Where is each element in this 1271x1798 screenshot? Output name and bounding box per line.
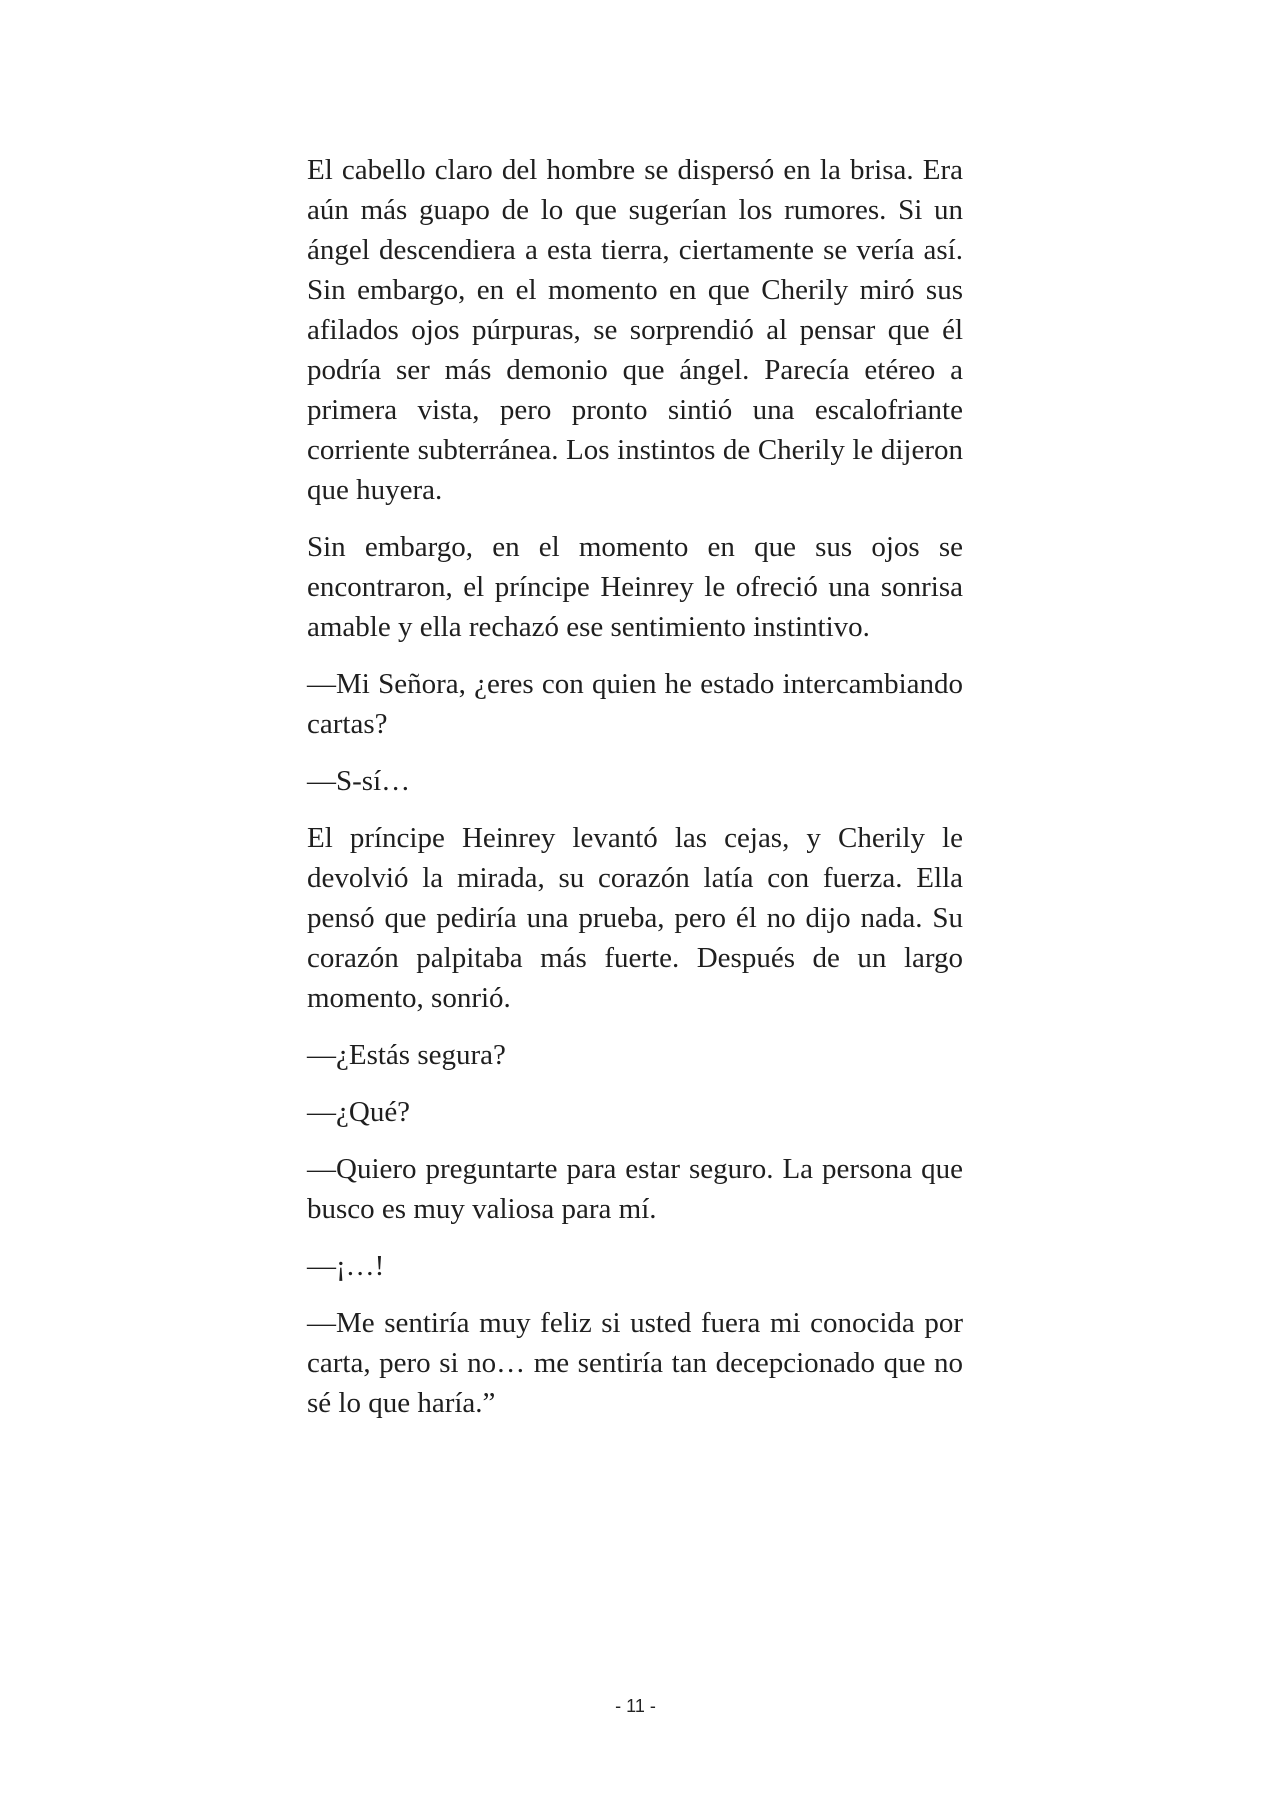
dialogue-line-5: —Quiero preguntarte para estar seguro. La persona que busco es muy valiosa para mí.: [307, 1153, 963, 1225]
dialogue-line-3: —¿Estás segura?: [307, 1039, 506, 1071]
paragraph-narration-3: El príncipe Heinrey levantó las cejas, y Cherily le devolvió la mirada, su corazón latía con fuerza. Ella pensó que pediría una prueba, pero él no dijo nada. Su corazón palpitaba más fuerte. Después de un largo momento, sonrió.: [307, 822, 963, 1014]
dialogue-line-7: —Me sentiría muy feliz si usted fuera mi conocida por carta, pero si no… me sentiría tan decepcionado que no sé lo que haría.”: [307, 1307, 963, 1419]
body-text: [307, 150, 963, 1440]
page-number: - 11 -: [615, 1696, 656, 1716]
paragraph-narration-1: El cabello claro del hombre se dispersó en la brisa. Era aún más guapo de lo que sugerían los rumores. Si un ángel descendiera a esta tierra, ciertamente se vería así. Sin embargo, en el momento en que Cherily miró sus afilados ojos púrpuras, se sorprendió al pensar que él podría ser más demonio que ángel. Parecía etéreo a primera vista, pero pronto sintió una escalofriante corriente subterránea. Los instintos de Cherily le dijeron que huyera.: [307, 154, 963, 506]
dialogue-line-2: —S-sí…: [307, 765, 411, 797]
dialogue-line-4: —¿Qué?: [307, 1096, 411, 1128]
dialogue-line-6: —¡…!: [307, 1250, 385, 1282]
paragraph-narration-2: Sin embargo, en el momento en que sus ojos se encontraron, el príncipe Heinrey le ofreció una sonrisa amable y ella rechazó ese sentimiento instintivo.: [307, 531, 963, 643]
dialogue-line-1: —Mi Señora, ¿eres con quien he estado intercambiando cartas?: [307, 668, 963, 740]
